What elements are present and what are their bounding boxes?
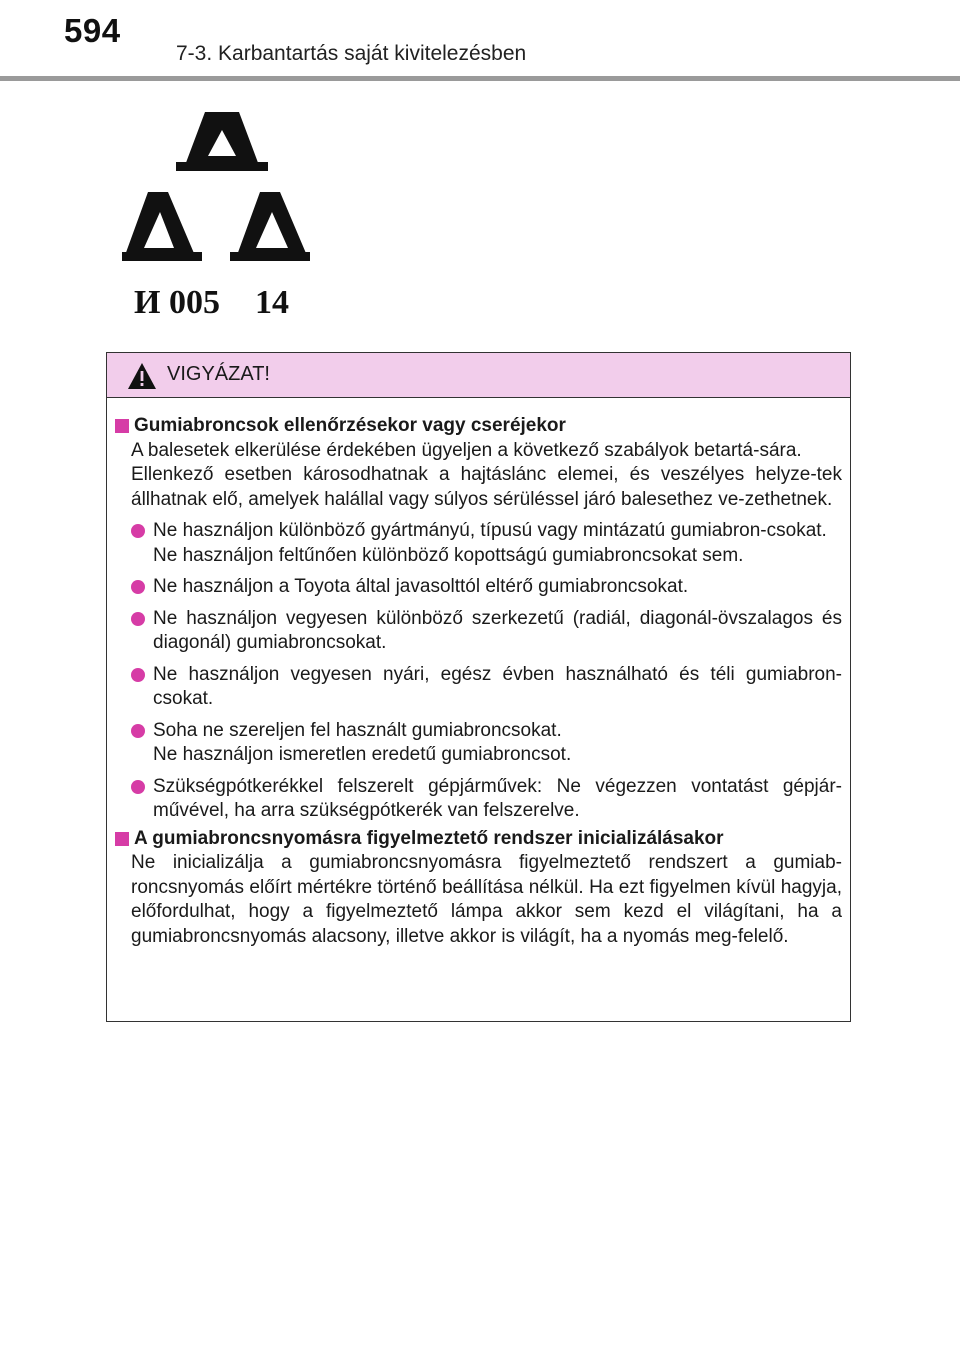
page-number: 594	[64, 12, 121, 49]
square-bullet-icon	[115, 832, 129, 846]
tire-certification-mark	[112, 100, 322, 330]
bullet-item: Ne használjon vegyesen nyári, egész évben használható és téli gumiabron-csokat.	[131, 663, 842, 712]
section-heading: A gumiabroncsnyomásra figyelmeztető rendszer inicializálásakor	[131, 827, 842, 852]
bullet-dot-icon	[131, 780, 145, 794]
paragraph: Ellenkező esetben károsodhatnak a hajtáslánc elemei, és veszélyes helyze-tek állhatnak elő, amelyek halállal vagy súlyos sérüléssel járó balesethez ve-zethetnek.	[131, 464, 842, 510]
bullet-dot-icon	[131, 580, 145, 594]
warning-body	[107, 398, 850, 949]
paragraph: A balesetek elkerülése érdekében ügyeljen a következő szabályok betartá-sára.	[131, 439, 802, 461]
bullet-dot-icon	[131, 668, 145, 682]
bullet-dot-icon	[131, 524, 145, 538]
warning-box	[106, 352, 851, 1022]
warning-title: VIGYÁZAT!	[167, 363, 270, 385]
bullet-item: Ne használjon vegyesen különböző szerkezetű (radiál, diagonál-övszalagos és diagonál) gumiabroncsokat.	[131, 607, 842, 656]
mark-bar-left	[122, 252, 202, 261]
bullet-item: Ne használjon a Toyota által javasolttól eltérő gumiabroncsokat.	[131, 575, 842, 600]
mark-bar-top	[176, 162, 268, 171]
bullet-dot-icon	[131, 724, 145, 738]
mark-number: 14	[255, 284, 289, 321]
bullet-dot-icon	[131, 612, 145, 626]
square-bullet-icon	[115, 419, 129, 433]
page-header	[0, 0, 960, 82]
bullet-item: Soha ne szereljen fel használt gumiabroncsokat. Ne használjon ismeretlen eredetű gumiabroncsot.	[131, 719, 842, 768]
mark-triangle-top	[184, 112, 260, 168]
paragraph: Ne inicializálja a gumiabroncsnyomásra figyelmeztető rendszert a gumiab-roncsnyomás előírt mértékre történő beállítása nélkül. Ha ezt figyelmen kívül hagyja, előfordulhat, hogy a figyelmeztető lámpa akkor sem kezd el világítani, ha a gumiabroncsnyomás alacsony, illetve akkor is világít, ha a nyomás meg-felelő.	[131, 852, 842, 947]
mark-code: И 005	[134, 284, 220, 321]
section-title: 7-3. Karbantartás saját kivitelezésben	[176, 42, 527, 65]
bullet-item: Ne használjon különböző gyártmányú, típusú vagy mintázatú gumiabron-csokat. Ne használjon feltűnően különböző kopottságú gumiabroncsokat sem.	[131, 519, 842, 568]
section-heading: Gumiabroncsok ellenőrzésekor vagy cseréjekor	[131, 414, 842, 439]
mark-triangle-left	[124, 192, 196, 258]
mark-bar-right	[230, 252, 310, 261]
warning-triangle-icon	[127, 362, 157, 390]
header-divider	[0, 76, 960, 81]
bullet-item: Szükségpótkerékkel felszerelt gépjárművek: Ne végezzen vontatást gépjár-művével, ha arra szükségpótkerék van felszerelve.	[131, 775, 842, 824]
warning-header	[107, 353, 850, 398]
mark-triangle-right	[236, 192, 308, 258]
